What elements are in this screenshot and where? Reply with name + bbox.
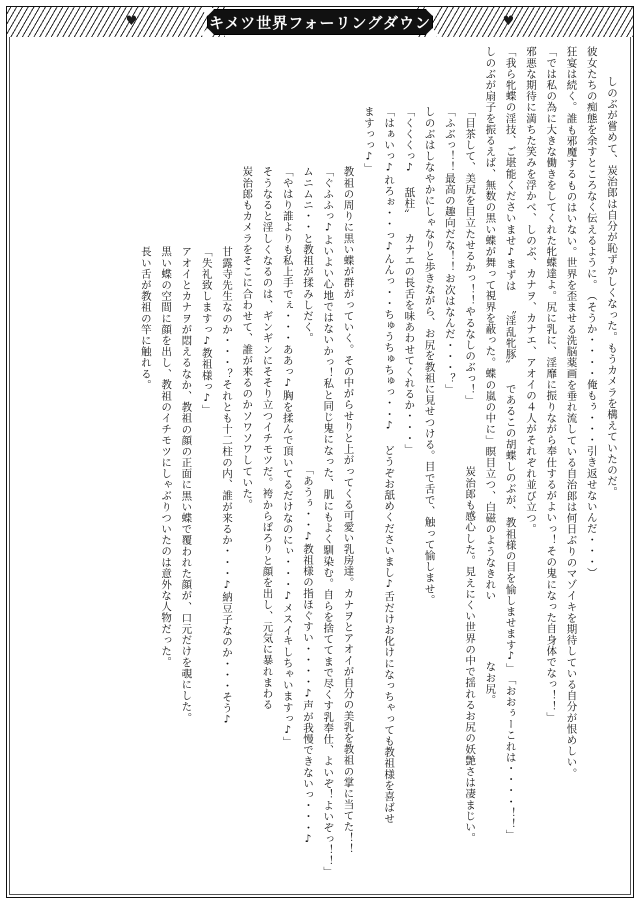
text-line: た！！ xyxy=(342,820,355,855)
text-block xyxy=(277,166,297,748)
text-line: それとも十二柱の内、誰が来るか・・・♪納豆子なの xyxy=(220,379,233,648)
text-line: 舌だけお化けになっちゃっても教祖様を喜ばせ xyxy=(383,590,396,824)
text-block xyxy=(399,106,419,455)
text-line: 教祖様の目を愉しませます♪」 xyxy=(504,516,517,674)
text-line: 分が恨めしい。 xyxy=(565,700,578,779)
text-line: 狂宴は続く。 xyxy=(565,46,578,113)
text-line: か・・・そう♪ xyxy=(220,647,233,727)
text-line: ムニムニ・・と教祖が揉みしだく。 xyxy=(302,166,315,344)
text-line: 「我ら牝蝶の淫技、ご堪能くださいませ♪ xyxy=(504,46,517,259)
text-line: カナヲとアオイが自分の美乳を教祖の掌に当て xyxy=(342,587,355,821)
text-block xyxy=(318,166,338,878)
text-line: 「くくくっ♪ 舐柱〟 カナエの長舌を味あわせ xyxy=(403,106,416,355)
text-line: かソワソワしていた。 xyxy=(241,399,254,511)
page-title: キメツ世界フォーリングダウン xyxy=(209,13,431,32)
text-block xyxy=(176,246,196,723)
text-line: しのぶはしなやかにしゃなりと歩きながら、お尻 xyxy=(423,106,436,351)
text-line: ますっっ♪」 xyxy=(362,106,375,175)
text-line: いっ！その鬼になった自身体でなっ！！」 xyxy=(545,512,558,724)
text-block xyxy=(521,46,541,534)
text-block xyxy=(217,246,237,726)
text-block xyxy=(561,46,581,779)
text-line: 視界を蔽った。 xyxy=(484,290,497,368)
heart-icon-right: ♥ xyxy=(502,14,515,29)
text-line: 彼女たちの痴態を余すところなく伝えるように。 xyxy=(585,46,598,291)
text-line: 炭治郎もカメラをそこに合わせて、誰が来るの xyxy=(241,166,254,400)
text-line: 「では私の為に大きな働きをしてくれた牝蝶達 xyxy=(545,46,558,280)
text-line: 「あうぅ・・♪教祖様の指ほぐすい・・・・♪ xyxy=(302,463,315,700)
text-line: 「ふぶっ！！最高の趣向だな！！ xyxy=(443,106,456,273)
text-block xyxy=(480,46,500,601)
text-line: 治郎は何日ぶりのマゾイキを期待している自 xyxy=(565,478,578,701)
text-line: 「やはり誰よりも私上手でぇ・・・ああっ♪ xyxy=(281,166,294,390)
text-line: 邪悪な期待に満ちた笑みを浮かべ、しのぶ、カ xyxy=(524,46,537,280)
text-block xyxy=(500,674,520,841)
text-block xyxy=(359,106,400,886)
text-block xyxy=(581,46,601,579)
text-line: まずは 〝淫乱牝豚〟 であるこの胡蝶しのぶが、 xyxy=(504,258,517,517)
page-header-band xyxy=(7,7,633,37)
text-block xyxy=(136,246,156,390)
text-line: 「目茶して、美尻を目立たせるかっ！！ xyxy=(464,106,477,306)
header-hatch-left xyxy=(7,7,225,37)
text-line: やるなしのぶっ！」 xyxy=(464,305,477,406)
text-line: 「おおぅーこれは・・・・！！」 xyxy=(504,673,517,841)
text-block xyxy=(500,46,520,674)
text-line: だ・・・） xyxy=(585,523,598,579)
text-block xyxy=(298,166,318,344)
text-line: 長い舌が教祖の竿に触れる。 xyxy=(139,246,152,391)
text-line: 袴からぽろりと顔を出し、元気に暴れまわる xyxy=(261,487,274,710)
text-block xyxy=(541,46,561,723)
text-line: 私と同じ鬼になった、肌にもよく馴染む。 xyxy=(322,378,335,590)
text-block xyxy=(440,106,460,395)
text-block xyxy=(419,106,439,606)
text-line: 「ぐふふっ♪よいよい心地ではないかっ！ xyxy=(322,166,335,379)
header-hatch-right xyxy=(415,7,633,37)
text-line: 炭治郎も感心した。 xyxy=(464,465,477,566)
text-block xyxy=(338,166,358,854)
text-line: 蝶の嵐の中に」瞑目立つ、白磁のようなきれい xyxy=(484,367,497,602)
text-line: を教祖に見せつける。 xyxy=(423,350,436,462)
text-line: なお尻。 xyxy=(484,661,497,706)
title-plate xyxy=(207,9,433,35)
text-line: 並び立つ。 xyxy=(524,478,537,535)
text-line: 物だった。 xyxy=(160,612,173,668)
text-block xyxy=(480,661,500,705)
text-line: 「はぁいっ♪れろぉ・・っ♪んんっ・・ちゅう xyxy=(383,106,396,343)
text-block xyxy=(156,246,176,668)
text-block xyxy=(298,464,318,846)
text-block xyxy=(602,76,622,498)
text-line: アオイとカナヲが悶えるなか、教祖の顔の正面 xyxy=(180,246,193,480)
text-line: 教祖の周りに黒い蝶が群がっていく。その中が xyxy=(342,166,355,400)
text-line: お次はなんだ・・・？」 xyxy=(443,272,456,395)
text-line: 甘露寺先生なのか・・・？ xyxy=(220,246,233,380)
text-line: ちゅちゅっ・・♪ どうぞお舐めくださいまし♪ xyxy=(383,342,396,591)
text-line: 黒い蝶の空間に顔を出し、 xyxy=(160,246,173,380)
text-line: （そうか・・・・俺もぅ・・・引き返せないん xyxy=(585,290,598,524)
text-line: キしちゃいますっ♪」 xyxy=(281,635,294,748)
text-block xyxy=(460,466,480,843)
text-line: に黒い蝶で覆われた顔が、口元だけを覗にした。 xyxy=(180,479,193,724)
text-line: ぞっ！！」 xyxy=(322,822,335,878)
heart-icon-left: ♥ xyxy=(125,14,138,29)
text-line: しのぶが嘗めて、炭治郎は自分が恥ずかしくなっ xyxy=(606,76,618,321)
text-line: 自らを捨ててまで尽くす乳奉仕、よいぞ！よい xyxy=(322,589,335,823)
text-block xyxy=(460,106,480,406)
text-line: た。もうカメラを構えていたのだ。 xyxy=(606,320,618,498)
text-line: しのぶが扇子を振るえば、無数の黒い蝶が舞って xyxy=(484,46,497,291)
text-line: らせりと上がってくる可愛い乳房達。 xyxy=(342,399,355,588)
text-line: 誰も邪魔するものはいない。 xyxy=(565,112,578,257)
text-block xyxy=(237,166,278,886)
text-line: 世界を歪ませる洗脳薬画を垂れ流している自 xyxy=(565,256,578,479)
text-line: よ。尻に乳に、淫靡に振りながら奉仕するがよ xyxy=(545,279,558,513)
text-line: 目で舌で、触って愉しませ。 xyxy=(423,461,436,606)
text-line: 凄まじい。 xyxy=(464,787,477,844)
text-line: ナヲ、カナエ、アオイの４人がそれぞれ xyxy=(524,279,537,479)
text-line: 立つイチモツだ。 xyxy=(261,399,274,488)
text-line: 「失礼致しますっ♪教祖様っ♪」 xyxy=(200,246,213,416)
text-line: 声が我慢できないっ・・・♪ xyxy=(302,699,315,846)
text-line: てくれるか・・・」 xyxy=(403,354,416,455)
text-line: 見えにくい世界の中で揺れるお尻の妖艶さは xyxy=(464,565,477,788)
text-line: 胸を揉んで頂いてるだけなのにぃ・・・♪メスイ xyxy=(281,389,294,636)
story-text-body xyxy=(18,46,622,886)
text-line: そうなると淫しくなるのは、ギンギンにそそり xyxy=(261,166,274,400)
text-line: 教祖のイチモツにしゃぶりついたのは意外な人 xyxy=(160,379,173,613)
text-block xyxy=(196,246,216,416)
